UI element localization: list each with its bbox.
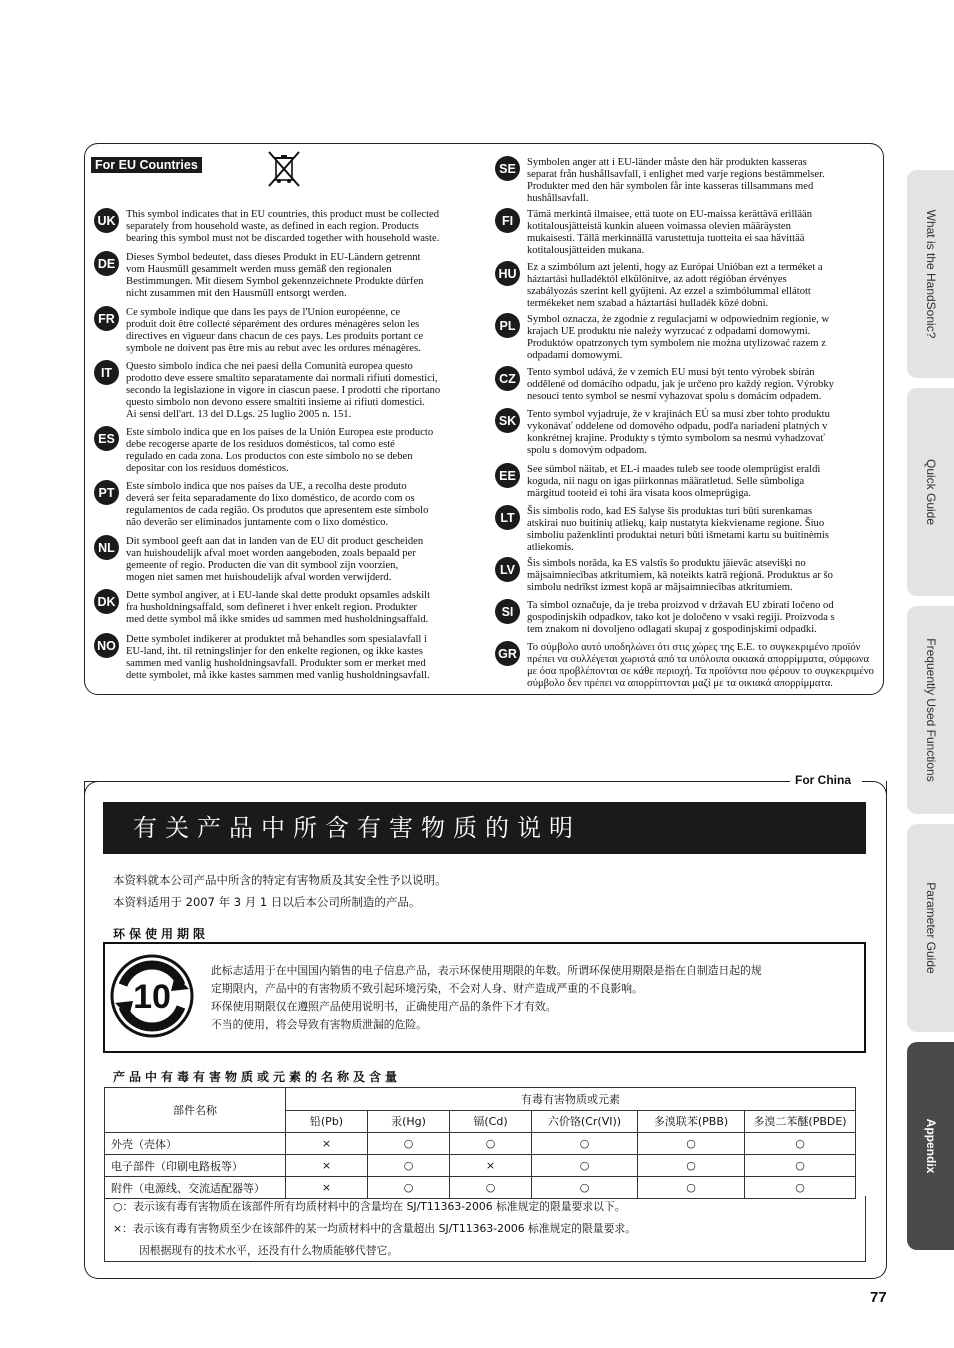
tab-parameter-guide[interactable] [907, 824, 954, 1032]
country-code-badge: ES [94, 426, 119, 451]
epup-line: 定期限内，产品中的有害物质不致引起环境污染，不会对人身、财产造成严重的不良影响。 [211, 982, 643, 995]
table-cell: ○ [638, 1133, 745, 1155]
epup-heading: 环保使用期限 [113, 927, 210, 941]
china-intro-1: 本资料就本公司产品中所含的特定有害物质及其安全性予以说明。 [113, 873, 447, 887]
country-code-badge: LV [495, 557, 520, 582]
tab-frequently-used-functions[interactable] [907, 606, 954, 814]
table-cell: ○ [450, 1177, 532, 1199]
country-code-badge: UK [94, 208, 119, 233]
table-col-header: 多溴联苯(PBB) [638, 1110, 745, 1133]
eu-language-text: Tento symbol vyjadruje, že v krajinách EÚ sa musí zber tohto produktu vykonávať oddelene od domového odpadu, podľa nariadení platných v konkrétnej krajine. Produkty s týmto symbolom sa nesmú vyhadzovať spolu s domovým odpadom. [527, 409, 830, 456]
epup-line: 不当的使用，将会导致有害物质泄漏的危险。 [211, 1018, 427, 1031]
tab-quick-guide[interactable] [907, 388, 954, 596]
eu-language-text: Tämä merkintä ilmaisee, että tuote on EU-maissa kerättävä erillään kotitalousjätteistä kunkin alueen voimassa olevien määräysten mukaisesti. Tällä merkinnällä varustettuja tuotteita ei saa hävittää kotitalousjätteiden mukana. [527, 209, 813, 256]
eu-language-text: Dette symbol angiver, at i EU-lande skal dette produkt opsamles adskilt fra husholdningsaffald, som defineret i hver enkelt region. Produkter med dette symbol må ikke smides ud sammen med husholdningsaffald. [126, 590, 431, 625]
eu-language-text: Symbol oznacza, że zgodnie z regulacjami w odpowiednim regionie, w krajach UE produktu nie należy wyrzucać z odpadami domowymi. Produktów opatrzonych tym symbolem nie można utylizować razem z odpadami domowymi. [527, 314, 830, 361]
eu-language-text: Este símbolo indica que nos países da UE, a recolha deste produto deverá ser feita separadamente do lixo doméstico, de acordo com os regulamentos de cada região. Os produtos que apresentem este símbolo não deverão ser eliminados juntamente com o lixo doméstico. [126, 481, 429, 528]
table-cell: ○ [368, 1155, 450, 1177]
table-col-header: 多溴二苯醚(PBDE) [745, 1110, 856, 1133]
tab-label: Appendix [923, 1118, 938, 1174]
table-header-part: 部件名称 [105, 1088, 286, 1133]
table-col-header: 镉(Cd) [450, 1110, 532, 1133]
table-col-header: 铅(Pb) [286, 1110, 368, 1133]
eu-language-text: Ez a szimbólum azt jelenti, hogy az Európai Unióban ezt a terméket a háztartási hulladéktól elkülönítve, az adott régióban érvényes szabályozás szerint kell gyűjteni. Az ezzel a szimbólummal ellátott termékeket nem szabad a háztartási hulladék közé dobni. [527, 262, 823, 309]
eu-language-row-gr [495, 642, 874, 690]
country-code-badge: IT [94, 360, 119, 385]
eu-language-row-uk [94, 209, 439, 245]
eu-title: For EU Countries [91, 157, 202, 173]
tab-label: Frequently Used Functions [923, 638, 938, 782]
country-code-badge: SI [495, 599, 520, 624]
crossed-bin-icon [264, 149, 304, 189]
table-cell: ○ [638, 1177, 745, 1199]
hazardous-substances-table [104, 1087, 856, 1199]
eu-language-row-lv [495, 558, 833, 594]
eu-language-row-fr [94, 307, 423, 355]
country-code-badge: EE [495, 463, 520, 488]
eu-language-row-pt [94, 481, 428, 529]
country-code-badge: SE [495, 156, 520, 181]
table-cell: ○ [745, 1155, 856, 1177]
eu-language-text: Este símbolo indica que en los países de la Unión Europea este producto debe recogerse aparte de los residuos domésticos, tal como esté regulado en cada zona. Los productos con este símbolo no se deben depositar con los residuos domésticos. [126, 427, 434, 474]
table-cell: × [286, 1177, 368, 1199]
eu-language-text: Questo simbolo indica che nei paesi della Comunità europea questo prodotto deve essere smaltito separatamente dai normali rifiuti domestici, secondo la legislazione in vigore in ciascun paese. I prodotti che riportano questo simbolo non devono essere smaltiti insieme ai rifiuti domestici. Ai sensi dell'art. 13 del D.Lgs. 25 luglio 2005 n. 151. [126, 361, 441, 420]
eu-language-row-it [94, 361, 440, 421]
eu-language-row-hu [495, 262, 823, 310]
tab-label: What is the HandSonic? [923, 209, 938, 339]
china-label: For China [795, 773, 851, 787]
table-cell: ○ [368, 1133, 450, 1155]
eu-language-row-nl [94, 536, 423, 584]
eu-language-text: Šis simbols norāda, ka ES valstīs šo produktu jāievāc atsevišķi no mājsaimniecības atkritumiem, kā noteikts katrā reģionā. Produktus ar šo simbolu nedrīkst izmest kopā ar mājsaimniecības atkritumiem. [527, 558, 833, 593]
eu-language-text: Dit symbool geeft aan dat in landen van de EU dit product gescheiden van huishoudelijk afval moet worden aangeboden, zoals bepaald per gemeente of regio. Producten die van dit symbool zijn voorzien, mogen niet samen met huishoudelijk afval worden verwijderd. [126, 536, 424, 583]
china-intro-2: 本资料适用于 2007 年 3 月 1 日以后本公司所制造的产品。 [113, 895, 421, 909]
table-notes [104, 1196, 866, 1262]
table-cell: ○ [532, 1177, 638, 1199]
eu-language-row-no [94, 634, 430, 682]
eu-language-row-sk [495, 409, 830, 457]
country-code-badge: PT [94, 480, 119, 505]
eu-language-text: Dette symbolet indikerer at produktet må behandles som spesialavfall i EU-land, iht. til retningslinjer for den enkelte regionen, og ikke kastes sammen med vanlig husholdningsavfall. Produkter som er merket med dette symbolet, må ikke kastes sammen med vanlig husholdningsavfall. [126, 634, 430, 681]
eu-language-row-fi [495, 209, 812, 257]
eu-language-row-si [495, 600, 835, 636]
page-number: 77 [870, 1289, 887, 1306]
epup-description [211, 962, 762, 1034]
country-code-badge: FI [495, 208, 520, 233]
epup-line: 环保使用期限仅在遵照产品使用说明书，正确使用产品的条件下才有效。 [211, 1000, 557, 1013]
country-code-badge: DK [94, 589, 119, 614]
table-cell: × [450, 1155, 532, 1177]
table-row [105, 1133, 856, 1155]
eu-language-row-dk [94, 590, 430, 626]
country-code-badge: DE [94, 251, 119, 276]
country-code-badge: HU [495, 261, 520, 286]
table-row-name: 电子部件（印刷电路板等） [105, 1155, 286, 1177]
eu-language-text: Ta simbol označuje, da je treba proizvod v državah EU zbirati ločeno od gospodinjskih odpadkov, tako kot je določeno v vsaki regiji. Proizvoda s tem znakom ni dovoljeno odlagati skupaj z gospodinjskimi odpadki. [527, 600, 835, 635]
table-cell: ○ [745, 1177, 856, 1199]
table-cell: ○ [450, 1133, 532, 1155]
table-col-header: 六价铬(Cr(VI)) [532, 1110, 638, 1133]
china-box-top-border [84, 781, 790, 782]
table-cell: ○ [532, 1133, 638, 1155]
table-cell: ○ [745, 1133, 856, 1155]
eu-language-text: Το σύμβολο αυτό υποδηλώνει ότι στις χώρες της Ε.Ε. το συγκεκριμένο προϊόν πρέπει να συλλέγεται χωριστά από τα υπόλοιπα οικιακά απορρίμματα, σύμφωνα με όσα προβλέπονται σε κάθε περιοχή. Τα προϊόντα που φέρουν το συγκεκριμένο σύμβολο δεν πρέπει να απορρίπτονται μαζί με τα οικιακά απορρίμματα. [527, 642, 874, 689]
country-code-badge: NL [94, 535, 119, 560]
table-cell: ○ [638, 1155, 745, 1177]
china-banner: 有关产品中所含有害物质的说明 [103, 802, 866, 854]
table-row [105, 1155, 856, 1177]
tab-label: Quick Guide [923, 458, 938, 526]
epup-number: 10 [133, 978, 171, 1016]
table-note: ×：表示该有毒有害物质至少在该部件的某一均质材料中的含量超出 SJ/T11363-2006 标准规定的限量要求。 [113, 1222, 636, 1235]
eu-language-row-de [94, 252, 423, 300]
table-row-name: 附件（电源线、交流适配器等） [105, 1177, 286, 1199]
table-cell: × [286, 1133, 368, 1155]
eu-language-row-pl [495, 314, 829, 362]
eu-language-text: Tento symbol udává, že v zemích EU musí být tento výrobek sbírán oddělené od domácího odpadu, jak je určeno pro každý region. Výrobky nesoucí tento symbol se nesmí vyhazovat spolu s domácím odpadem. [527, 367, 834, 402]
epup-line: 此标志适用于在中国国内销售的电子信息产品，表示环保使用期限的年数。所谓环保使用期限是指在自制造日起的规 [211, 964, 762, 977]
eu-language-row-es [94, 427, 433, 475]
country-code-badge: NO [94, 633, 119, 658]
table-row-name: 外壳（壳体） [105, 1133, 286, 1155]
eu-language-text: Šis simbolis rodo, kad ES šalyse šis produktas turi būti surenkamas atskirai nuo buitinių atliekų, kaip nustatyta kiekviename regione. Šiuo simboliu paženklinti produktai neturi būti išmetami kartu su buitinėmis atliekomis. [527, 506, 829, 553]
eu-language-row-lt [495, 506, 829, 554]
table-cell: ○ [368, 1177, 450, 1199]
tab-what-is-handsonic[interactable] [907, 170, 954, 378]
table-note: 因根据现有的技术水平，还没有什么物质能够代替它。 [139, 1244, 399, 1257]
substances-heading: 产品中有毒有害物质或元素的名称及含量 [113, 1070, 402, 1084]
eu-language-text: This symbol indicates that in EU countries, this product must be collected separately from household waste, as defined in each region. Products bearing this symbol must not be discarded together with household waste. [126, 209, 440, 244]
eu-language-text: See sümbol näitab, et EL-i maades tuleb see toode olemprügist eraldi koguda, nii nagu on igas piirkonnas määratletud. Selle sümboliga märgitud tooteid ei tohi ära visata koos olmeprügiga. [527, 464, 821, 499]
table-cell: × [286, 1155, 368, 1177]
eu-language-row-ee [495, 464, 820, 500]
table-col-header: 汞(Hg) [368, 1110, 450, 1133]
country-code-badge: CZ [495, 366, 520, 391]
table-note: ○：表示该有毒有害物质在该部件所有均质材料中的含量均在 SJ/T11363-2006 标准规定的限量要求以下。 [113, 1200, 626, 1213]
country-code-badge: LT [495, 505, 520, 530]
tab-appendix[interactable] [907, 1042, 954, 1250]
table-cell: ○ [532, 1155, 638, 1177]
eu-language-row-cz [495, 367, 834, 403]
country-code-badge: GR [495, 641, 520, 666]
country-code-badge: PL [495, 313, 520, 338]
eu-language-row-se [495, 157, 825, 205]
country-code-badge: SK [495, 408, 520, 433]
table-header-group: 有毒有害物质或元素 [286, 1088, 856, 1111]
eu-language-text: Ce symbole indique que dans les pays de l'Union européenne, ce produit doit être collecté séparément des ordures ménagères selon les directives en vigueur dans chacun de ces pays. Les produits portant ce symbole ne doivent pas être mis au rebut avec les ordures ménagères. [126, 307, 424, 354]
eu-language-text: Symbolen anger att i EU-länder måste den här produkten kasseras separat från hushållsavfall, i enlighet med varje regions bestämmelser. Produkter med den här symbolen får inte kasseras tillsammans med hushållsavfall. [527, 157, 825, 204]
environment-protection-use-period-icon [109, 953, 195, 1039]
country-code-badge: FR [94, 306, 119, 331]
eu-language-text: Dieses Symbol bedeutet, dass dieses Produkt in EU-Ländern getrennt vom Hausmüll gesammelt werden muss gemäß den regionalen Bestimmungen. Mit diesem Symbol gekennzeichnete Produkte dürfen nicht zusammen mit den Hausmüll entsorgt werden. [126, 252, 424, 299]
tab-label: Parameter Guide [923, 882, 938, 974]
